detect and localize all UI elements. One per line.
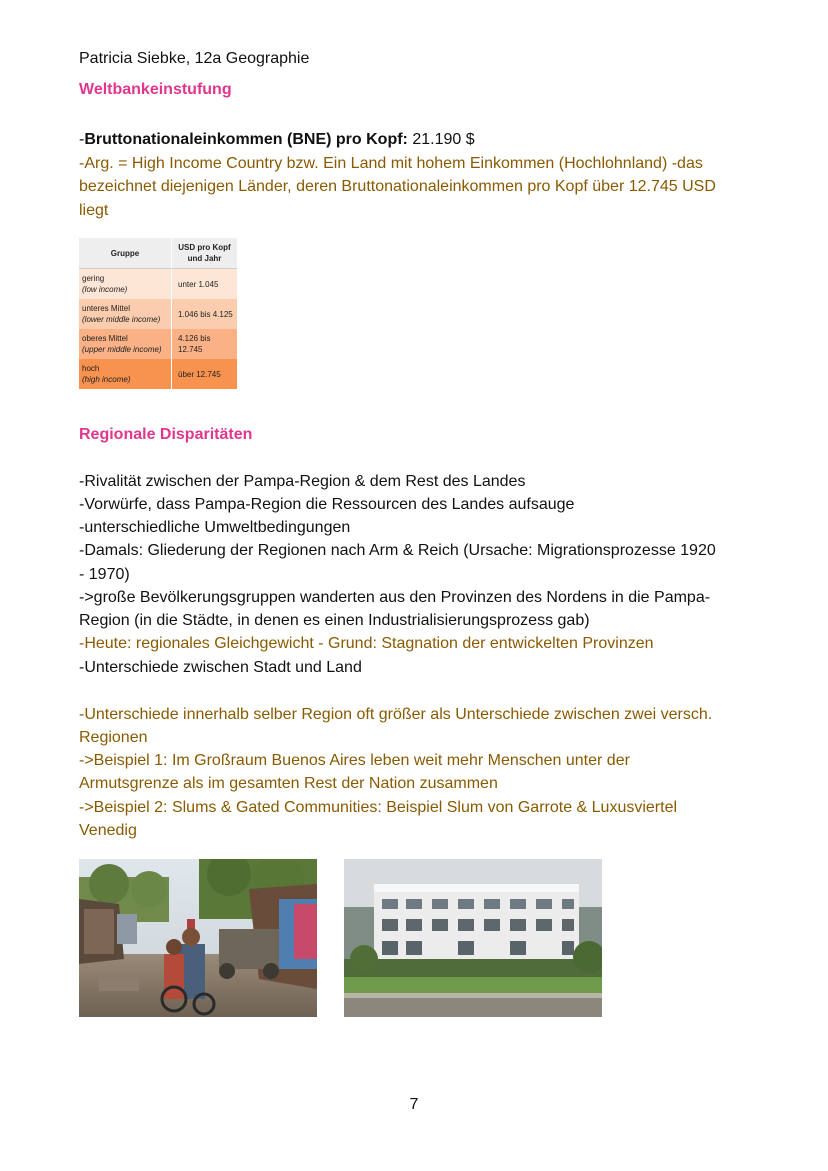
- text-line: -Unterschiede innerhalb selber Region oft größer als Unterschiede zwischen zwei versch.: [79, 706, 713, 723]
- bne-line: [79, 128, 475, 152]
- row-group-sub: (high income): [82, 375, 131, 384]
- page-number: 7: [409, 1096, 419, 1113]
- col-usd: [172, 238, 238, 269]
- heading-regionale-disparitaeten: Regionale Disparitäten: [79, 426, 253, 443]
- row-group-name: hoch: [82, 364, 100, 373]
- col-usd-line-2: und Jahr: [187, 254, 222, 263]
- row-group: [79, 299, 172, 329]
- text-line: Region (in die Städte, in denen es einen Industrialisierungsprozess gab): [79, 612, 590, 629]
- table-row: [79, 269, 237, 300]
- row-value: 1.046 bis 4.125: [172, 299, 238, 329]
- row-group-sub: (low income): [82, 285, 128, 294]
- row-group-sub: (upper middle income): [82, 345, 162, 354]
- row-value: über 12.745: [172, 359, 238, 389]
- text-line: -Heute: regionales Gleichgewicht - Grund: Stagnation der entwickelten Provinzen: [79, 635, 654, 652]
- row-group-name: gering: [82, 274, 105, 283]
- slum-photo-image: [79, 859, 317, 1017]
- row-value: unter 1.045: [172, 269, 238, 300]
- bne-prefix: -: [79, 131, 85, 148]
- text-line: Regionen: [79, 729, 148, 746]
- table-row: [79, 299, 237, 329]
- text-line: -Vorwürfe, dass Pampa-Region die Ressourcen des Landes aufsauge: [79, 496, 575, 513]
- text-line: -Unterschiede zwischen Stadt und Land: [79, 659, 362, 676]
- income-table-header: [79, 238, 237, 269]
- gated-community-photo-image: [344, 859, 602, 1017]
- slum-photo: [79, 859, 317, 1017]
- text-line: ->große Bevölkerungsgruppen wanderten aus den Provinzen des Nordens in die Pampa-: [79, 589, 711, 606]
- text-line: -Damals: Gliederung der Regionen nach Arm & Reich (Ursache: Migrationsprozesse 1920: [79, 542, 716, 559]
- row-group: [79, 329, 172, 359]
- row-group-name: unteres Mittel: [82, 304, 131, 313]
- text-line: - 1970): [79, 566, 130, 583]
- text-line: -Rivalität zwischen der Pampa-Region & dem Rest des Landes: [79, 473, 526, 490]
- table-row: [79, 329, 237, 359]
- row-group: [79, 269, 172, 300]
- col-usd-line-1: USD pro Kopf: [178, 243, 231, 252]
- text-line: Venedig: [79, 822, 137, 839]
- col-gruppe: Gruppe: [79, 238, 172, 269]
- text-line: ->Beispiel 2: Slums & Gated Communities: Beispiel Slum von Garrote & Luxusviertel: [79, 799, 678, 816]
- arg-line-1: -Arg. = High Income Country bzw. Ein Land mit hohem Einkommen (Hochlohnland) -das: [79, 155, 703, 172]
- table-row: [79, 359, 237, 389]
- income-table: [79, 238, 237, 389]
- author-line: Patricia Siebke, 12a Geographie: [79, 50, 310, 67]
- row-group: [79, 359, 172, 389]
- text-line: -unterschiedliche Umweltbedingungen: [79, 519, 351, 536]
- row-group-sub: (lower middle income): [82, 315, 161, 324]
- text-line: Armutsgrenze als im gesamten Rest der Nation zusammen: [79, 775, 498, 792]
- arg-line-2: bezeichnet diejenigen Länder, deren Bruttonationaleinkommen pro Kopf über 12.745 USD: [79, 178, 716, 195]
- text-line: ->Beispiel 1: Im Großraum Buenos Aires leben weit mehr Menschen unter der: [79, 752, 630, 769]
- row-value: 4.126 bis 12.745: [172, 329, 238, 359]
- arg-line-3: liegt: [79, 202, 109, 219]
- row-group-name: oberes Mittel: [82, 334, 128, 343]
- gated-community-photo: [344, 859, 602, 1017]
- bne-value: 21.190 $: [407, 131, 475, 148]
- bne-label: Bruttonationaleinkommen (BNE) pro Kopf:: [84, 131, 408, 148]
- heading-weltbankeinstufung: Weltbankeinstufung: [79, 81, 232, 98]
